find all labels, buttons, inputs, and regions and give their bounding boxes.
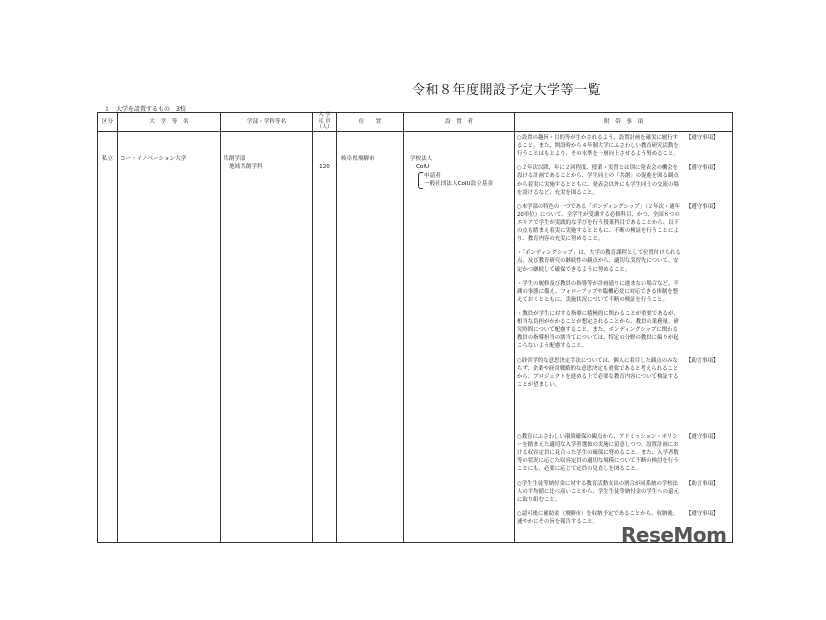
header-faculty: 学部・学科等名	[221, 113, 313, 132]
cell-faculty	[221, 132, 313, 543]
header-capacity-line1: 入 学	[318, 112, 331, 119]
bracket-left	[418, 172, 423, 189]
cell-establisher	[404, 132, 515, 543]
note-text: ○学生生徒等納付金に対する教育活動支出の割合が同系統の学校法人の平均値に比べ高いことから、学生生徒等納付金の学生への還元に取り組むこと。	[517, 480, 679, 503]
note-category: 【遵守事項】	[686, 433, 719, 440]
note-item	[517, 310, 730, 351]
cell-notes	[515, 132, 733, 543]
faculty-name: 共創学部	[223, 156, 246, 162]
note-text: ○設置の趣旨・目的等が生かされるよう、設置計画を確実に履行すること。また、開設時から４年制大学にふさわしい教育研究活動を行うことはもとより、その水準を一層向上させるよう努めること。	[517, 135, 679, 158]
cell-kubun: 私立	[98, 132, 118, 543]
note-item	[517, 249, 730, 273]
section-heading: １ 大学を設置するもの 3校	[104, 106, 186, 113]
note-item	[517, 433, 730, 474]
note-text: ・教員が学生に対する指導に積極的に関わることが重要であるが、相当な負担がかかることが想定されることから、教員の業務量、研究時間について配慮すること。また、ボンディングシップに関わる教員の指導担当の割当てについては、特定の分野の教員に偏りが起こらないよう配慮すること。	[517, 310, 679, 350]
header-establisher: 設 置 者	[404, 113, 515, 132]
note-category: 【遵守事項】	[686, 135, 719, 141]
note-item	[517, 280, 730, 304]
watermark-logo: ReseMom	[621, 523, 727, 547]
note-item	[517, 203, 730, 244]
cell-capacity: 120	[313, 132, 337, 543]
cell-location: 岐阜県飛騨市	[337, 132, 404, 543]
note-category: 【助言事項】	[686, 480, 719, 487]
note-text: ・学生の履修及び教員の指導等が計画通りに進まない場合など、不測の事態に備え、フォローアップや臨機応変に対応できる体制を整えておくとともに、実施状況について不断の検証を行うこと。	[517, 280, 679, 303]
note-category: 【遵守事項】	[686, 203, 719, 210]
header-univ: 大 学 等 名	[118, 113, 221, 132]
cell-university-name: コー・イノベーション大学	[118, 132, 221, 543]
note-text: ○教育にふさわしい環境確保の観点から、アドミッション・ポリシーを踏まえた適切な入学者選抜の実施に留意しつつ、設置計画における収容定員に見合った学生の確保に努めること。また、入学者数等の状況に応じた収容定員の適切な規模について不断の検討を行うことにも、必要に応じて定員の見直しを図ること。	[517, 433, 679, 473]
header-kubun: 区分	[98, 113, 118, 132]
universities-table	[97, 112, 733, 543]
note-category	[686, 280, 730, 304]
note-category	[686, 310, 730, 351]
header-location: 位 置	[337, 113, 404, 132]
department-name: 地域共創学科	[229, 164, 263, 171]
header-capacity-line2: 定 員	[318, 118, 331, 125]
note-text: ○経営学的な意思決定手法については、個人に着目した観点のみならず、企業や経営戦略的な意思決定も重要であると考えられることから、プロジェクトを進める上で必要な教育内容について検証することが望ましい。	[517, 357, 679, 388]
applicant-name: 一般社団法人CoIU設立基金	[424, 181, 494, 188]
note-item	[517, 164, 730, 196]
note-text: ○認可後に補助金（飛騨市）を収納予定であることから、収納後、速やかにその旨を報告すること。	[517, 510, 679, 525]
note-category: 【助言事項】	[686, 357, 719, 364]
note-item	[517, 134, 730, 158]
header-notes: 附 帯 事 項	[515, 113, 733, 132]
establisher-name: CoIU	[416, 164, 430, 171]
applicant-block	[418, 172, 514, 189]
note-category: 【遵守事項】	[686, 165, 719, 172]
table-row	[98, 132, 733, 543]
note-category: 【遵守事項】	[686, 510, 719, 517]
header-capacity-line3: （人）	[316, 123, 333, 130]
note-item	[517, 357, 730, 389]
note-item	[517, 480, 730, 504]
establisher-type: 学校法人	[410, 156, 433, 162]
note-category	[686, 249, 730, 273]
header-capacity	[313, 113, 337, 132]
note-text: ○２年次以降、年に２回程度、授業・実習とは別に発表会の機会を設ける計画であることから、学生同士の「共創」の促進を図る観点から着実に実施するとともに、発表会以外にも学生同士の交流の場を設けるなど、充実を図ること。	[517, 165, 679, 196]
note-text: ○本学部の特色の一つである「ボンディングシップ」（２年次・通年20単位）について、全学生が受講する必修科目、かつ、全国８つのエリアで学生が実践的な学びを行う授業科目であることから、以下の点も踏まえ着実に実施するとともに、不断の検証を行うことにより、教育内容の充実に努めること。	[517, 203, 681, 243]
note-text: ・「ボンディングシップ」は、大学の教育課程として位置付けられる点、及び教育研究の継続性の観点から、適切な実習先について、安定かつ継続して確保できるように努めること。	[517, 250, 681, 273]
document-title: 令和８年度開設予定大学等一覧	[412, 83, 602, 98]
header-row	[98, 113, 733, 132]
applicant-label: 申請者	[424, 172, 441, 179]
